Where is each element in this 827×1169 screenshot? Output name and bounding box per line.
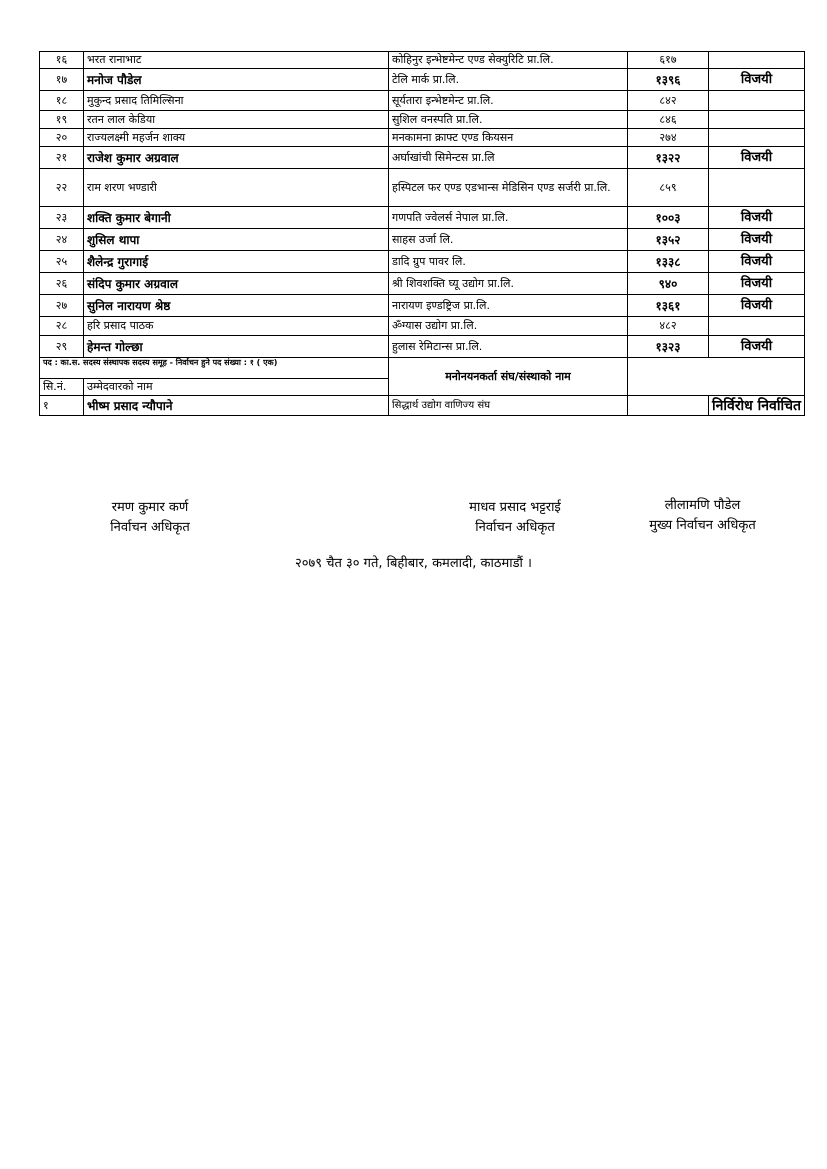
- section-header-row: [40, 358, 805, 379]
- candidate-name: शुसिल थापा: [84, 229, 389, 251]
- table-row: [40, 207, 805, 229]
- candidate-name: राज्यलक्ष्मी महर्जन शाक्य: [84, 129, 389, 147]
- candidate-name: शक्ति कुमार बेगानी: [84, 207, 389, 229]
- row-serial: २३: [40, 207, 84, 229]
- results-table: [39, 51, 805, 416]
- result-status: विजयी: [709, 251, 805, 273]
- row-serial: २०: [40, 129, 84, 147]
- name-column-header: उम्मेदवारको नाम: [84, 379, 389, 396]
- table-row: [40, 147, 805, 169]
- candidate-name: राजेश कुमार अग्रवाल: [84, 147, 389, 169]
- nominating-org: अर्घाखांची सिमेन्टस प्रा.लि: [389, 147, 628, 169]
- table-row: [40, 251, 805, 273]
- signature-block-3: [620, 496, 785, 536]
- table-row: [40, 396, 805, 416]
- row-serial: २८: [40, 317, 84, 336]
- result-status: विजयी: [709, 295, 805, 317]
- vote-count: १३३८: [628, 251, 709, 273]
- vote-count: १३६१: [628, 295, 709, 317]
- row-serial: १: [40, 396, 84, 416]
- section-header-blank: [628, 358, 805, 396]
- signatory-role: निर्वाचन अधिकृत: [110, 520, 190, 535]
- vote-count: १३५२: [628, 229, 709, 251]
- table-row: [40, 317, 805, 336]
- nominating-org: सिद्धार्थ उद्योग वाणिज्य संघ: [389, 396, 628, 416]
- nominating-org: हस्पिटल फर एण्ड एडभान्स मेडिसिन एण्ड सर्जरी प्रा.लि.: [389, 169, 628, 207]
- table-row: [40, 129, 805, 147]
- candidate-name: सुनिल नारायण श्रेष्ठ: [84, 295, 389, 317]
- nominating-org: श्री शिवशक्ति घ्यू उद्योग प्रा.लि.: [389, 273, 628, 295]
- table-row: [40, 111, 805, 129]
- row-serial: १९: [40, 111, 84, 129]
- candidate-name: हेमन्त गोल्छा: [84, 336, 389, 358]
- signatory-name: लीलामणि पौडेल: [664, 498, 741, 513]
- results-body: [40, 52, 805, 416]
- candidate-name: संदिप कुमार अग्रवाल: [84, 273, 389, 295]
- signature-block-1: [70, 498, 230, 538]
- row-serial: २१: [40, 147, 84, 169]
- vote-count: १३९६: [628, 69, 709, 91]
- nominating-org: सूर्यतारा इन्भेष्टमेन्ट प्रा.लि.: [389, 91, 628, 111]
- result-status: [709, 169, 805, 207]
- result-status: [709, 111, 805, 129]
- org-column-header: मनोनयनकर्ता संघ/संस्थाको नाम: [389, 358, 628, 396]
- table-row: [40, 229, 805, 251]
- result-status: [709, 52, 805, 69]
- row-serial: २५: [40, 251, 84, 273]
- row-serial: २४: [40, 229, 84, 251]
- candidate-name: राम शरण भण्डारी: [84, 169, 389, 207]
- nominating-org: साहस उर्जा लि.: [389, 229, 628, 251]
- serial-column-header: सि.नं.: [40, 379, 84, 396]
- result-status: [709, 91, 805, 111]
- candidate-name: मुकुन्द प्रसाद तिमिल्सिना: [84, 91, 389, 111]
- table-row: [40, 336, 805, 358]
- vote-count: ८४२: [628, 91, 709, 111]
- result-status: विजयी: [709, 273, 805, 295]
- table-row: [40, 273, 805, 295]
- nominating-org: कोहिनुर इन्भेष्टमेन्ट एण्ड सेक्युरिटि प्रा.लि.: [389, 52, 628, 69]
- candidate-name: रतन लाल केडिया: [84, 111, 389, 129]
- nominating-org: डादि ग्रुप पावर लि.: [389, 251, 628, 273]
- row-serial: २९: [40, 336, 84, 358]
- vote-count: ८५९: [628, 169, 709, 207]
- result-status: विजयी: [709, 207, 805, 229]
- row-serial: २७: [40, 295, 84, 317]
- nominating-org: टेलि मार्क प्रा.लि.: [389, 69, 628, 91]
- result-status: विजयी: [709, 147, 805, 169]
- signatory-role: निर्वाचन अधिकृत: [475, 520, 555, 535]
- vote-count: ९४०: [628, 273, 709, 295]
- table-row: [40, 169, 805, 207]
- row-serial: १८: [40, 91, 84, 111]
- table-row: [40, 69, 805, 91]
- result-status: विजयी: [709, 69, 805, 91]
- vote-count: १३२२: [628, 147, 709, 169]
- candidate-name: मनोज पौडेल: [84, 69, 389, 91]
- candidate-name: शैलेन्द्र गुरागाई: [84, 251, 389, 273]
- result-status: निर्विरोध निर्वाचित: [709, 396, 805, 416]
- vote-count: ६१७: [628, 52, 709, 69]
- table-row: [40, 52, 805, 69]
- signatory-role: मुख्य निर्वाचन अधिकृत: [649, 518, 756, 533]
- date-line: २०७९ चैत ३० गते, बिहीबार, कमलादी, काठमाडौं ।: [295, 556, 532, 571]
- vote-count: १३२३: [628, 336, 709, 358]
- nominating-org: ॐग्यास उद्योग प्रा.लि.: [389, 317, 628, 336]
- signatory-name: माधव प्रसाद भट्टराई: [469, 500, 561, 515]
- nominating-org: गणपति ज्वेलर्स नेपाल प्रा.लि.: [389, 207, 628, 229]
- row-serial: १६: [40, 52, 84, 69]
- row-serial: २२: [40, 169, 84, 207]
- vote-count: १००३: [628, 207, 709, 229]
- table-row: [40, 91, 805, 111]
- result-status: [709, 129, 805, 147]
- vote-count: ८४६: [628, 111, 709, 129]
- vote-count: ४८२: [628, 317, 709, 336]
- table-row: [40, 295, 805, 317]
- nominating-org: नारायण इण्डष्ट्रिज प्रा.लि.: [389, 295, 628, 317]
- result-status: विजयी: [709, 336, 805, 358]
- row-serial: १७: [40, 69, 84, 91]
- vote-count: [628, 396, 709, 416]
- candidate-name: भरत रानाभाट: [84, 52, 389, 69]
- candidate-name: भीष्म प्रसाद न्यौपाने: [84, 396, 389, 416]
- nominating-org: हुलास रेमिटान्स प्रा.लि.: [389, 336, 628, 358]
- nominating-org: मनकामना क्राफ्ट एण्ड कियसन: [389, 129, 628, 147]
- candidate-name: हरि प्रसाद पाठक: [84, 317, 389, 336]
- vote-count: २७४: [628, 129, 709, 147]
- signature-block-2: [435, 498, 595, 538]
- result-status: विजयी: [709, 229, 805, 251]
- section-title: पद : का.स. सदस्य संस्थापक सदस्य समूह - निर्वाचन हुने पद संख्या : १ ( एक): [40, 358, 389, 379]
- row-serial: २६: [40, 273, 84, 295]
- result-status: [709, 317, 805, 336]
- signatory-name: रमण कुमार कर्ण: [111, 500, 189, 515]
- nominating-org: सुशिल वनस्पति प्रा.लि.: [389, 111, 628, 129]
